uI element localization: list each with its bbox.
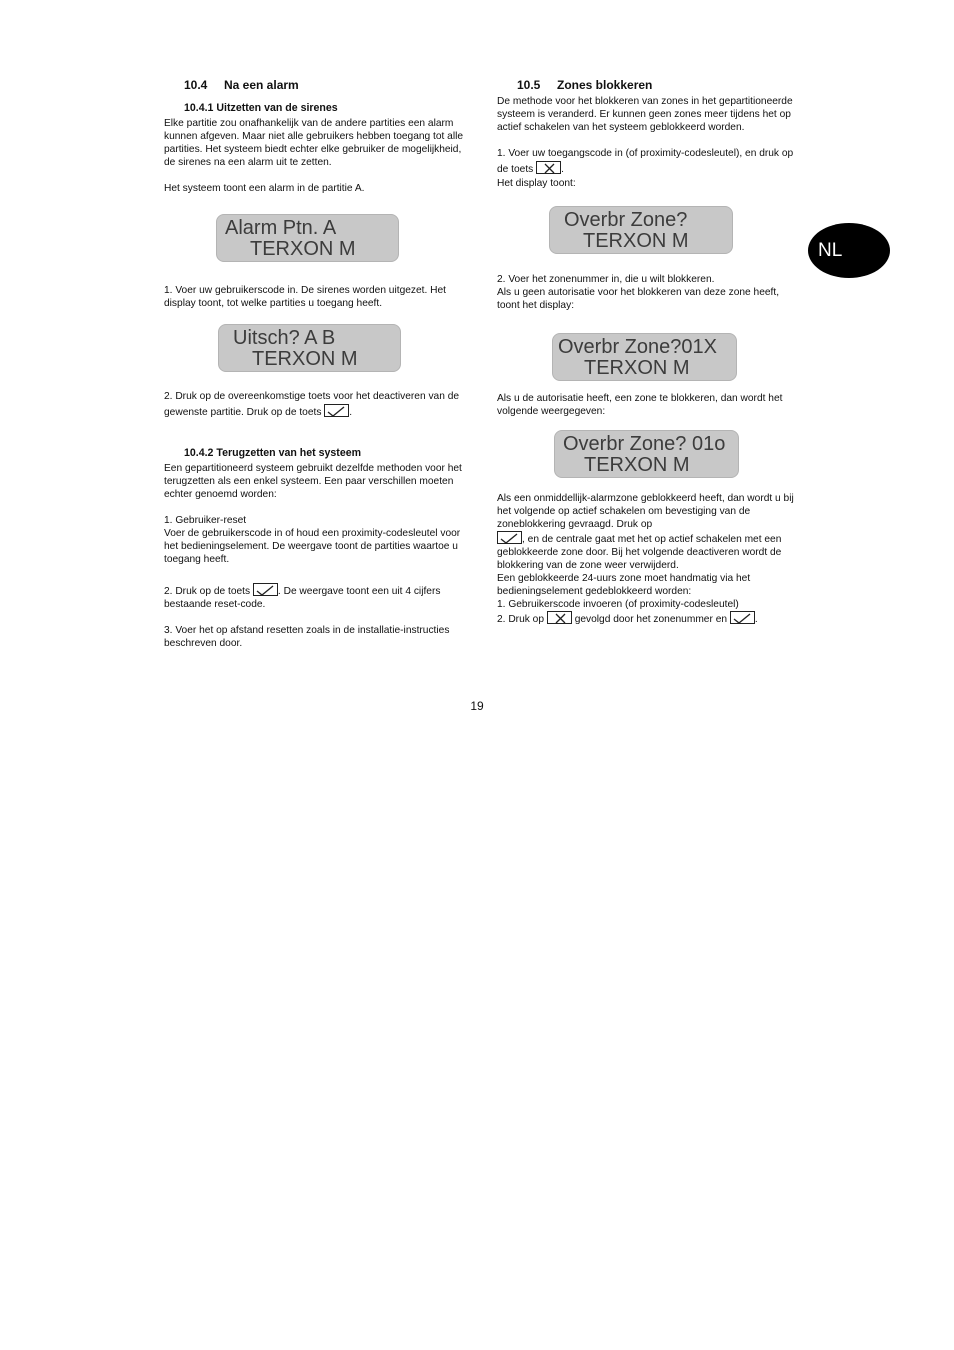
paragraph: 3. Voer het op afstand resetten zoals in de installatie-instructies beschreven door. (164, 625, 450, 649)
lcd-display-overbr-zone-01x: Overbr Zone?01X TERXON M (552, 333, 737, 381)
language-tab-nl: NL (808, 223, 890, 278)
subsection-heading-10-4-2: 10.4.2 Terugzetten van het systeem (184, 447, 362, 459)
paragraph: 2. Druk op de overeenkomstige toets voor het deactiveren van de gewenste partitie. Druk op de toets . (164, 391, 460, 418)
section-heading-10-5: 10.5 Zones blokkeren (517, 78, 653, 92)
paragraph: Als een onmiddellijk-alarmzone geblokkeerd heeft, dan wordt u bij het volgende op actief schakelen om bevestiging van de zoneblokkering gevraagd. Druk op , en de centrale gaat met het op actief schakelen met een geblokkeerde zone door. Bij het volgende deactiveren wordt de blokkering van de zone weer verwijderd. Een geblokkeerde 24-uurs zone moet handmatig via het bedieningselement gedeblokkeerd worden: 1. Gebruikerscode invoeren (of proximity-codesleutel) 2. Druk op gevolgd door het zonenummer en . (497, 493, 794, 625)
paragraph: 1. Voer uw gebruikerscode in. De sirenes worden uitgezet. Het display toont, tot welke partities u toegang heeft. (164, 285, 447, 309)
paragraph: De methode voor het blokkeren van zones in het gepartitioneerde systeem is veranderd. Er kunnen geen zones meer tijdens het op actief schakelen van het systeem geblokkeerd worden. (497, 96, 793, 133)
cross-key-icon (547, 611, 572, 624)
paragraph: Elke partitie zou onafhankelijk van de andere partities een alarm kunnen afgeven. Maar niet alle gebruikers hebben toegang tot alle partities. Het systeem biedt echter elke gebruiker de mogelijkheid, de sirenes na een alarm uit te zetten. (164, 118, 464, 168)
right-column (497, 78, 797, 626)
paragraph: Als u de autorisatie heeft, een zone te blokkeren, dan wordt het volgende weergegeven: (497, 393, 783, 417)
lcd-display-overbr-zone-01o: Overbr Zone? 01o TERXON M (554, 430, 739, 478)
check-key-icon (253, 583, 278, 596)
paragraph: 1. Gebruiker-reset Voer de gebruikerscode in of houd een proximity-codesleutel voor het bedieningselement. De weergave toont de partities waartoe u toegang heeft. (164, 515, 461, 565)
page-number: 19 (470, 699, 484, 713)
lcd-display-overbr-zone: Overbr Zone? TERXON M (549, 206, 733, 254)
lcd-display-alarm: Alarm Ptn. A TERXON M (216, 214, 399, 262)
subsection-heading-10-4-1: 10.4.1 Uitzetten van de sirenes (184, 102, 338, 114)
section-heading-10-4: 10.4 Na een alarm (184, 78, 299, 92)
paragraph: Een gepartitioneerd systeem gebruikt dezelfde methoden voor het terugzetten als een enkel systeem. Een paar verschillen moeten echter genoemd worden: (164, 463, 462, 500)
lcd-display-uitsch: Uitsch? A B TERXON M (218, 324, 401, 372)
cross-key-icon (536, 161, 561, 174)
paragraph: 1. Voer uw toegangscode in (of proximity-codesleutel), en druk op de toets . Het display toont: (497, 148, 794, 189)
check-key-icon (497, 531, 522, 544)
paragraph: 2. Druk op de toets . De weergave toont een uit 4 cijfers bestaande reset-code. (164, 583, 464, 611)
left-column (164, 78, 464, 650)
paragraph: 2. Voer het zonenummer in, die u wilt blokkeren. Als u geen autorisatie voor het blokkeren van deze zone heeft, toont het display: (497, 274, 780, 311)
check-key-icon (324, 404, 349, 417)
paragraph: Het systeem toont een alarm in de partitie A. (164, 183, 365, 194)
check-key-icon (730, 611, 755, 624)
